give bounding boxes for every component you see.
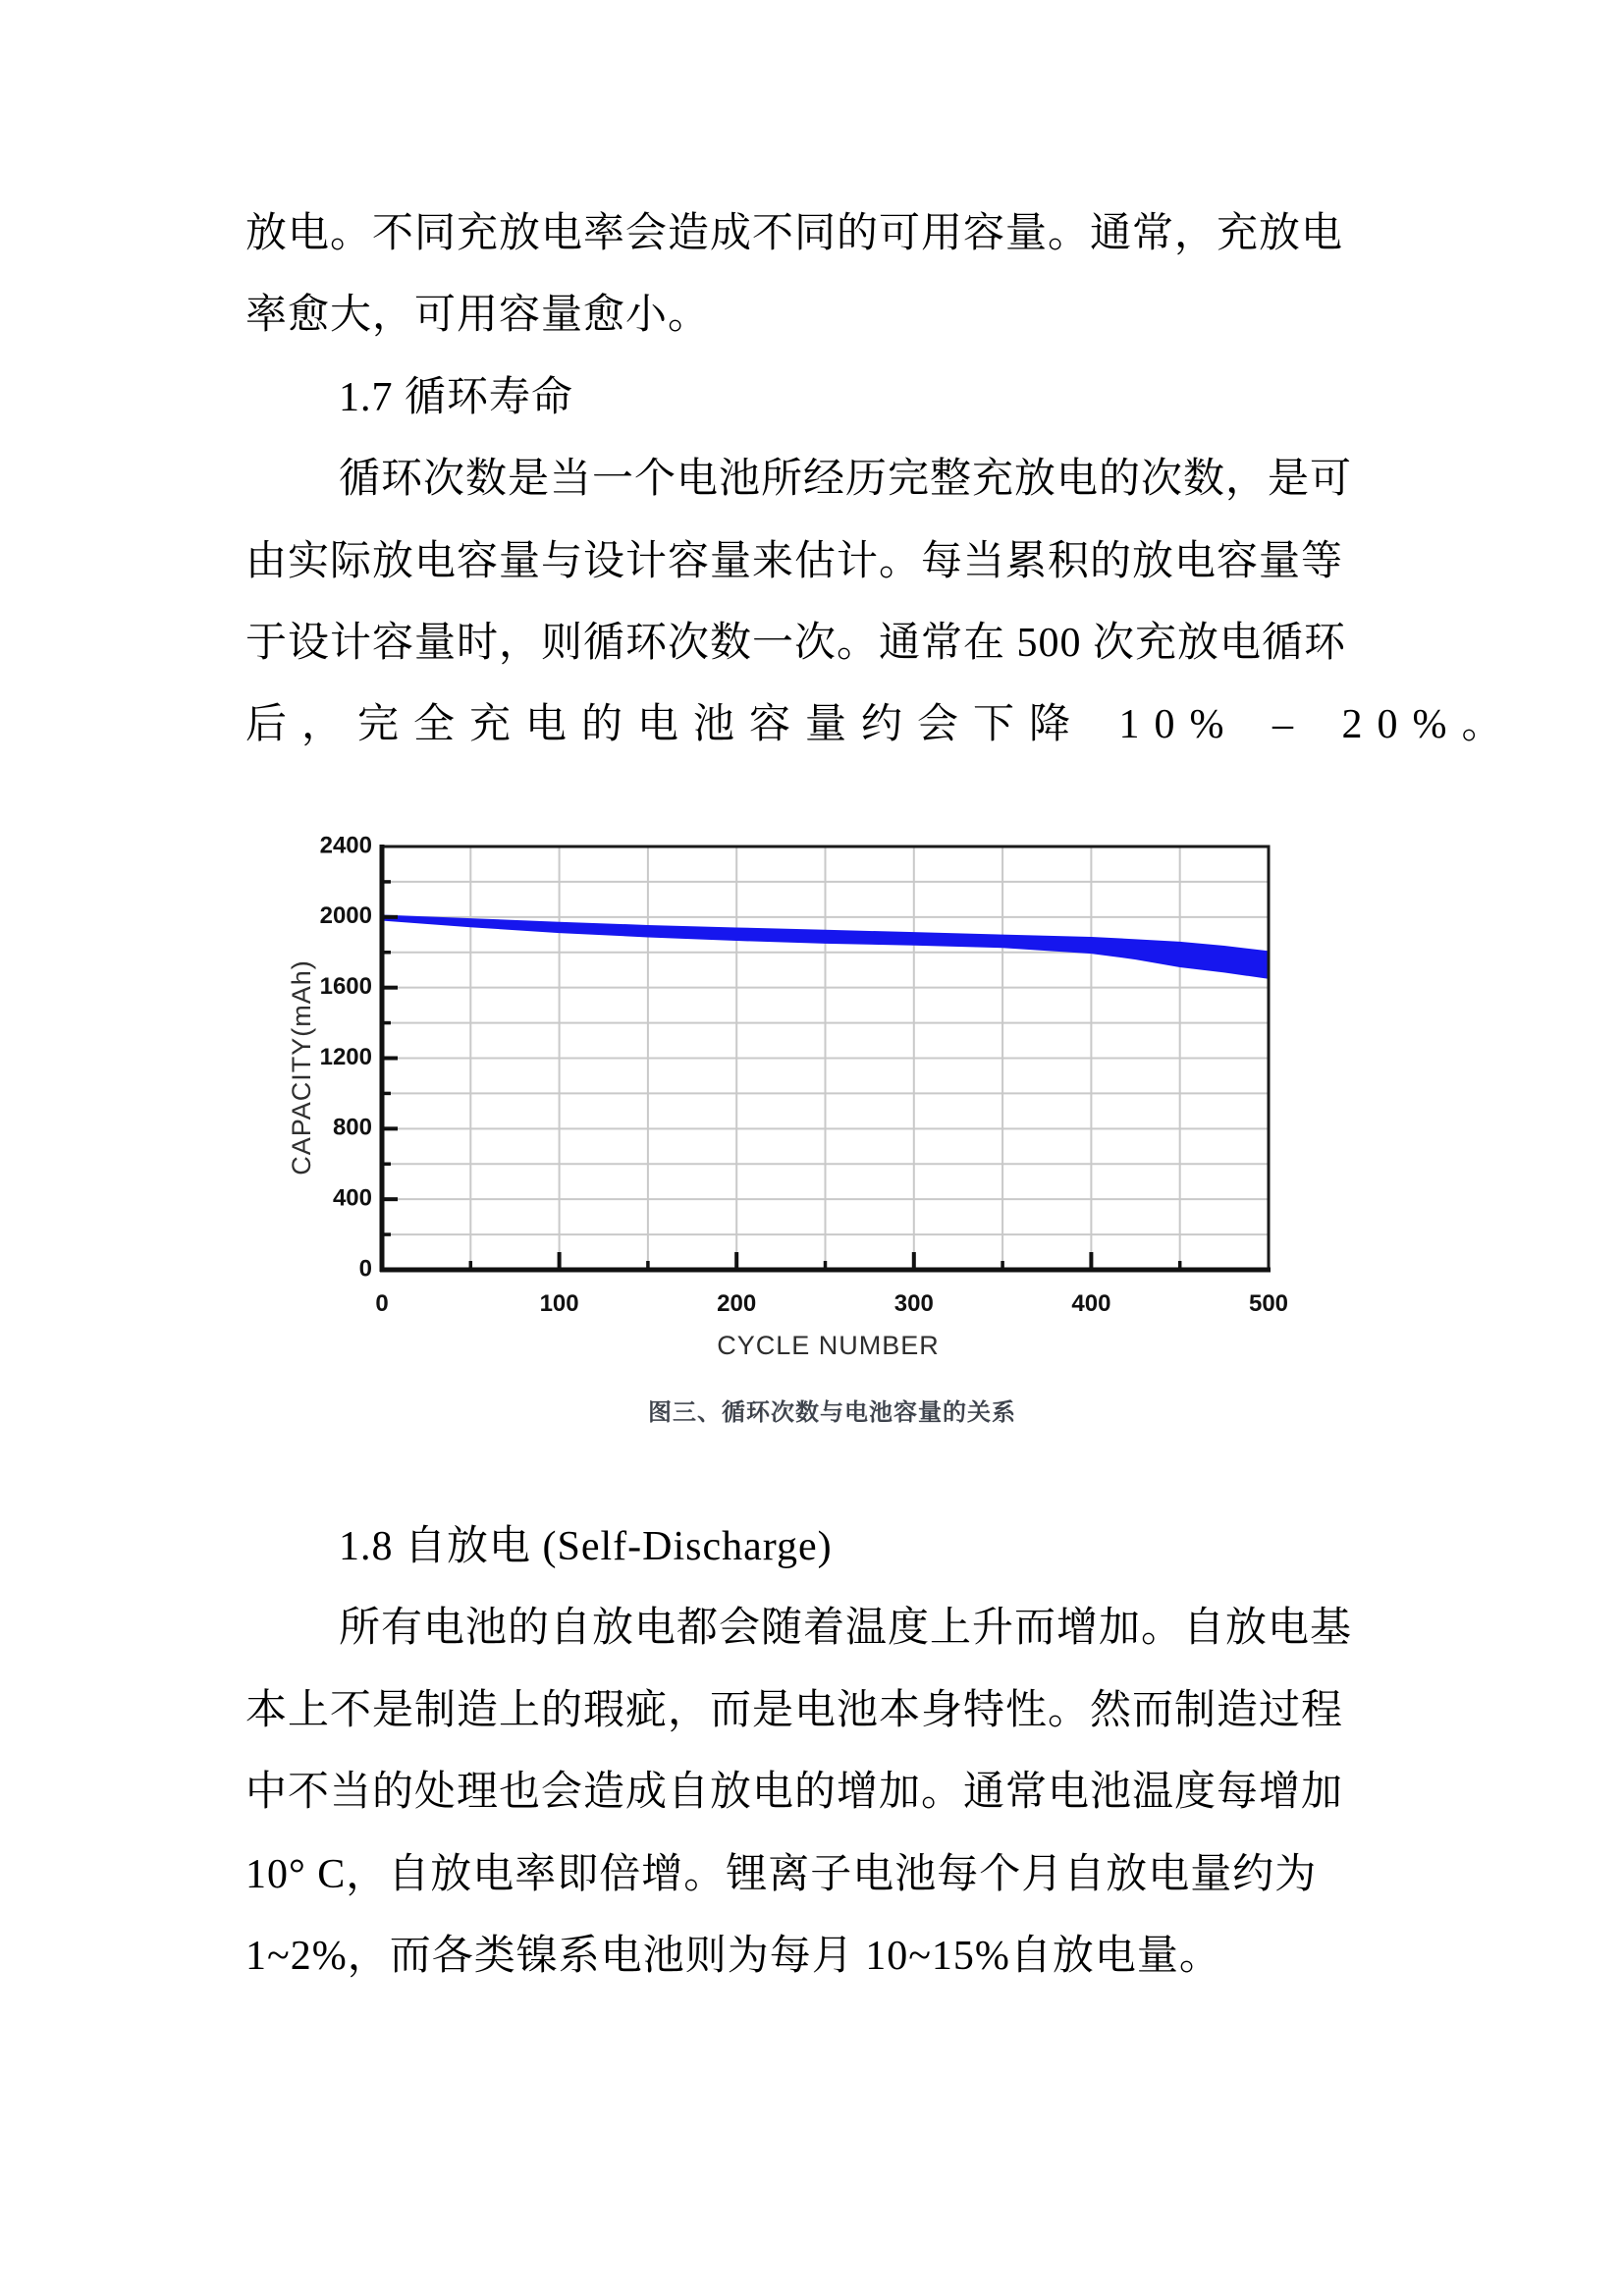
svg-text:500: 500 <box>1248 1290 1289 1317</box>
svg-text:0: 0 <box>358 1255 372 1283</box>
svg-text:800: 800 <box>332 1114 372 1141</box>
paragraph-self-discharge-line: 10° C，自放电率即倍增。锂离子电池每个月自放电量约为 <box>245 1851 1318 1897</box>
svg-text:CYCLE NUMBER: CYCLE NUMBER <box>717 1331 940 1360</box>
section-heading-1-7: 1.7 循环寿命 <box>339 374 574 420</box>
paragraph-self-discharge-line: 所有电池的自放电都会随着温度上升而增加。自放电基 <box>339 1606 1353 1652</box>
paragraph-cycle-life-line: 后，完全充电的电池容量约会下降 10% – 20%。 <box>245 702 1518 748</box>
svg-text:2400: 2400 <box>319 832 372 859</box>
section-heading-1-8: 1.8 自放电 (Self-Discharge) <box>339 1524 833 1569</box>
svg-text:CAPACITY(mAh): CAPACITY(mAh) <box>287 959 316 1175</box>
svg-text:400: 400 <box>1071 1290 1111 1317</box>
svg-text:1600: 1600 <box>319 973 372 1001</box>
paragraph-self-discharge-line: 中不当的处理也会造成自放电的增加。通常电池温度每增加 <box>245 1770 1344 1816</box>
svg-text:300: 300 <box>893 1290 934 1317</box>
paragraph-self-discharge-line: 1~2%，而各类镍系电池则为每月 10~15%自放电量。 <box>245 1933 1221 1979</box>
svg-text:2000: 2000 <box>319 902 372 930</box>
svg-text:0: 0 <box>375 1290 389 1317</box>
paragraph-discharge-line: 率愈大，可用容量愈小。 <box>245 293 711 339</box>
paragraph-self-discharge-line: 本上不是制造上的瑕疵，而是电池本身特性。然而制造过程 <box>245 1687 1344 1733</box>
figure3-capacity-cycle-chart <box>275 830 1296 1380</box>
figure3-caption: 图三、循环次数与电池容量的关系 <box>648 1399 1016 1426</box>
svg-text:200: 200 <box>717 1290 757 1317</box>
body-text-block-bottom <box>245 1506 1389 1997</box>
paragraph-cycle-life-line: 循环次数是当一个电池所经历完整充放电的次数，是可 <box>339 457 1353 503</box>
capacity-cycle-plot <box>275 830 1296 1380</box>
body-text-block-top <box>245 193 1518 767</box>
svg-text:100: 100 <box>539 1290 579 1317</box>
paragraph-cycle-life-line: 于设计容量时，则循环次数一次。通常在 500 次充放电循环 <box>245 620 1347 666</box>
svg-text:1200: 1200 <box>319 1043 372 1070</box>
paragraph-cycle-life-line: 由实际放电容量与设计容量来估计。每当累积的放电容量等 <box>245 538 1344 584</box>
paragraph-discharge-line: 放电。不同充放电率会造成不同的可用容量。通常，充放电 <box>245 211 1344 256</box>
svg-text:400: 400 <box>332 1184 372 1212</box>
